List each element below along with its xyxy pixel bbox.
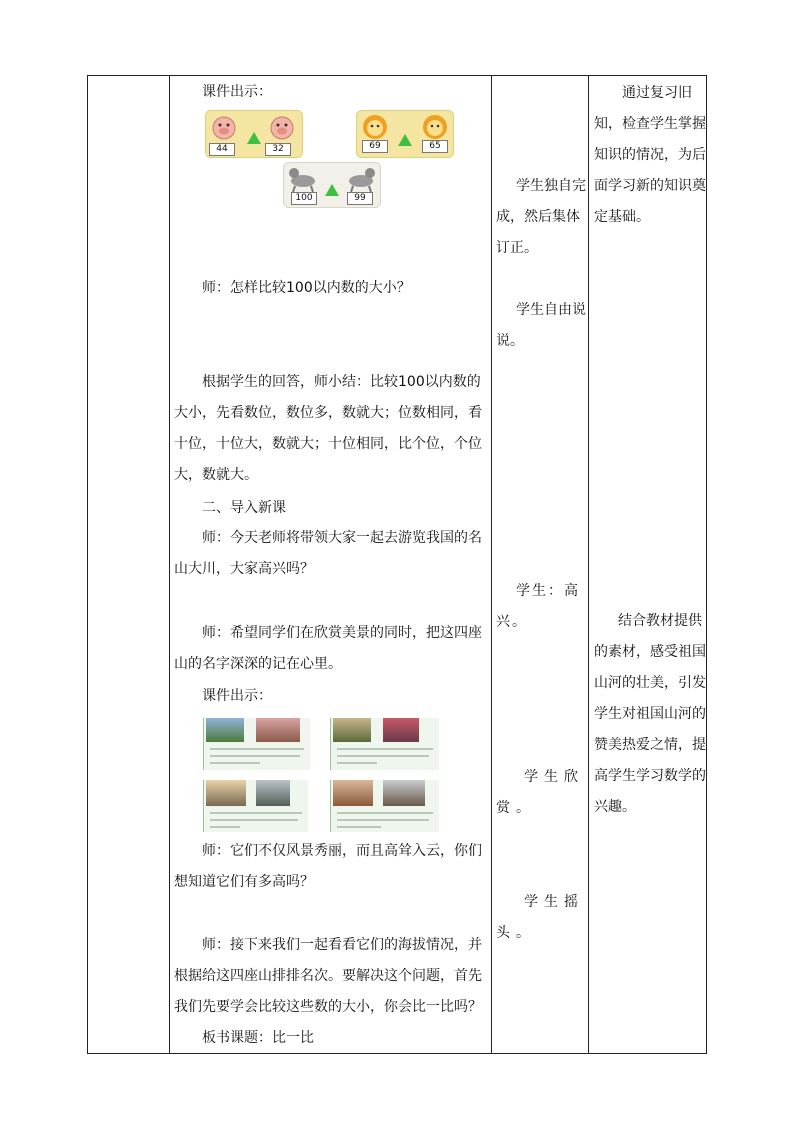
courseware-label-2: 课件出示： — [202, 688, 272, 704]
compare-sign-icon — [247, 132, 261, 144]
mountain-photo — [206, 718, 244, 742]
teacher-question-1: 师：怎样比较100以内数的大小？ — [202, 280, 411, 296]
compare-sign-icon — [398, 134, 412, 146]
mountain-photo — [333, 780, 373, 806]
number-box: 100 — [291, 192, 317, 205]
mountain-card — [203, 780, 308, 832]
teacher-question-2: 师：今天老师将带领大家一起去游览我国的名山大川，大家高兴吗？ — [174, 530, 482, 577]
column-divider — [169, 76, 170, 1053]
student-activity-4: 学生欣赏。 — [496, 769, 584, 816]
column-divider — [491, 76, 492, 1053]
student-activity-3: 学生：高兴。 — [496, 583, 580, 630]
teacher-summary: 根据学生的回答，师小结：比较100以内数的大小，先看数位，数位多，数就大；位数相同，看十位，十位大，数就大；十位相同，比个位，个位大，数就大。 — [174, 374, 482, 483]
number-box: 65 — [422, 140, 448, 153]
section-heading: 二、导入新课 — [202, 500, 286, 516]
design-intent-2: 结合教材提供的素材，感受祖国山河的壮美，引发学生对祖国山河的赞美热爱之情，提高学生学习数学的兴趣。 — [594, 613, 706, 815]
number-box: 99 — [347, 192, 373, 205]
pig-icon — [209, 113, 239, 143]
mountain-photo — [256, 718, 300, 742]
teacher-question-3: 师：希望同学们在欣赏美景的同时，把这四座山的名字深深的记在心里。 — [174, 625, 482, 672]
lion-icon — [420, 113, 450, 143]
number-box: 44 — [209, 143, 235, 156]
mountain-card — [330, 780, 439, 832]
board-title: 板书课题：比一比 — [202, 1030, 314, 1046]
teacher-question-5: 师：接下来我们一起看看它们的海拔情况，并根据给这四座山排排名次。要解决这个问题，首先我们先要学会比较这些数的大小，你会比一比吗？ — [174, 937, 482, 1015]
student-activity-5: 学生摇头。 — [496, 894, 584, 941]
design-intent-1: 通过复习旧知，检查学生掌握知识的情况，为后面学习新的知识奠定基础。 — [594, 85, 706, 225]
number-box: 32 — [265, 143, 291, 156]
compare-card-dogs — [283, 162, 381, 208]
dog-icon — [343, 164, 379, 192]
mountain-photo — [206, 780, 246, 806]
mountain-card — [203, 718, 310, 770]
mountain-photo — [333, 718, 371, 742]
number-box: 69 — [362, 140, 388, 153]
courseware-label-1: 课件出示： — [202, 84, 272, 100]
student-activity-2: 学生自由说说。 — [496, 302, 586, 349]
mountain-photo — [383, 718, 419, 742]
compare-card-pigs — [205, 110, 303, 158]
dog-icon — [285, 164, 321, 192]
mountain-photo — [383, 780, 425, 806]
lion-icon — [360, 113, 390, 143]
pig-icon — [267, 113, 297, 143]
student-activity-1: 学生独自完成，然后集体订正。 — [496, 178, 586, 256]
column-divider — [588, 76, 589, 1053]
mountain-photo — [256, 780, 290, 806]
compare-sign-icon — [325, 184, 339, 196]
compare-card-lions — [356, 110, 454, 158]
teacher-question-4: 师：它们不仅风景秀丽，而且高耸入云，你们想知道它们有多高吗？ — [174, 843, 482, 890]
mountain-card — [330, 718, 439, 770]
